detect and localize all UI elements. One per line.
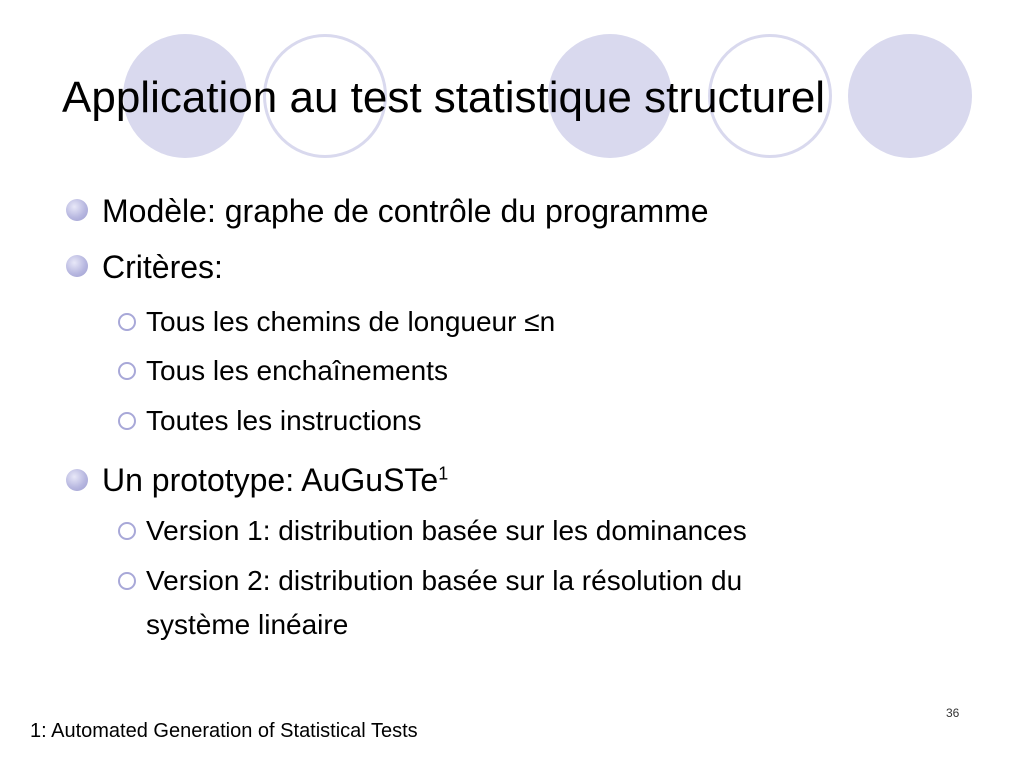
footnote-marker: 1 bbox=[438, 463, 449, 484]
footnote: 1: Automated Generation of Statistical Tests bbox=[30, 720, 418, 742]
bullet-icon bbox=[66, 255, 88, 277]
bullet-criteres: Critères: bbox=[102, 249, 223, 285]
sub-bullet-version2: Version 2: distribution basée sur la résolution du bbox=[146, 565, 743, 596]
bullet-icon bbox=[66, 469, 88, 491]
sub-bullet-icon bbox=[118, 522, 136, 540]
decorative-circle-5 bbox=[848, 34, 972, 158]
bullet-icon bbox=[66, 199, 88, 221]
sub-bullet-icon bbox=[118, 313, 136, 331]
sub-bullet-chemins: Tous les chemins de longueur ≤n bbox=[146, 306, 556, 337]
sub-bullet-icon bbox=[118, 412, 136, 430]
sub-bullet-icon bbox=[118, 572, 136, 590]
page-number: 36 bbox=[946, 706, 960, 720]
slide-title: Application au test statistique structurel bbox=[62, 73, 826, 122]
sub-bullet-enchainements: Tous les enchaînements bbox=[146, 355, 448, 386]
sub-bullet-version1: Version 1: distribution basée sur les dominances bbox=[146, 515, 747, 546]
sub-bullet-icon bbox=[118, 362, 136, 380]
bullet-modele: Modèle: graphe de contrôle du programme bbox=[102, 193, 709, 229]
sub-bullet-instructions: Toutes les instructions bbox=[146, 405, 422, 436]
prototype-label: Un prototype: AuGuSTe bbox=[102, 462, 439, 498]
bullet-prototype bbox=[102, 460, 448, 500]
sub-bullet-version2-continued: système linéaire bbox=[146, 609, 349, 640]
